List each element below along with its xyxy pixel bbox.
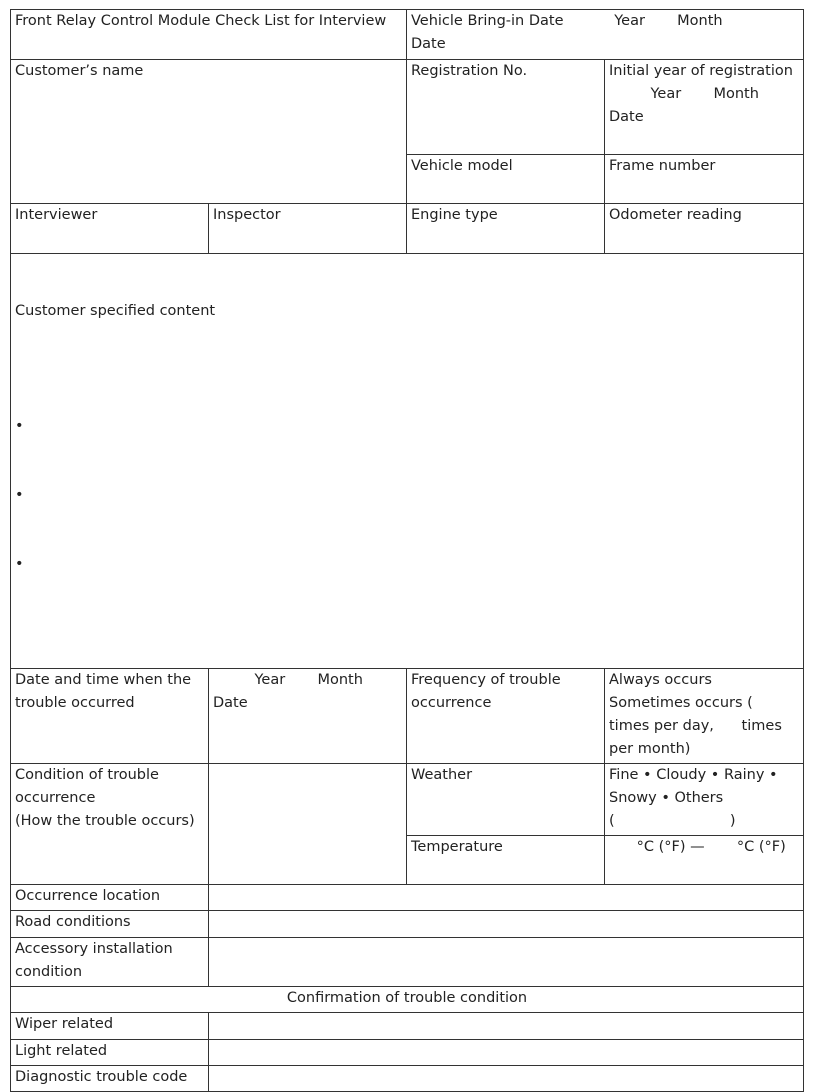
inspector-field[interactable]: Inspector [209, 204, 407, 254]
wiper-related-field[interactable] [209, 1013, 804, 1040]
initial-year-field[interactable]: Initial year of registration Year Month Date [605, 60, 804, 155]
occurrence-location-label: Occurrence location [11, 885, 209, 911]
accessory-installation-field[interactable] [209, 938, 804, 987]
weather-label: Weather [407, 764, 605, 836]
frequency-label: Frequency of trouble occurrence [407, 669, 605, 764]
occurrence-location-field[interactable] [209, 885, 804, 911]
customer-content-cell[interactable] [11, 254, 804, 669]
trouble-datetime-field[interactable]: Year Month Date [209, 669, 407, 764]
trouble-datetime-label: Date and time when the trouble occurred [11, 669, 209, 764]
light-related-label: Light related [11, 1040, 209, 1066]
checklist-title: Front Relay Control Module Check List for Interview [11, 10, 407, 60]
frequency-field[interactable]: Always occurs Sometimes occurs ( times per day, times per month) [605, 669, 804, 764]
condition-field[interactable] [209, 764, 407, 885]
interviewer-field[interactable]: Interviewer [11, 204, 209, 254]
customer-content-bullets [15, 369, 799, 622]
road-conditions-label: Road conditions [11, 911, 209, 938]
light-related-field[interactable] [209, 1040, 804, 1066]
condition-label: Condition of trouble occurrence (How the trouble occurs) [11, 764, 209, 885]
bring-in-date-field[interactable]: Vehicle Bring-in Date Year Month Date [407, 10, 804, 60]
frame-number-field[interactable]: Frame number [605, 155, 804, 204]
engine-type-field[interactable]: Engine type [407, 204, 605, 254]
weather-field[interactable]: Fine • Cloudy • Rainy • Snowy • Others ( ) [605, 764, 804, 836]
bullet-item: • [15, 556, 24, 572]
vehicle-model-field[interactable]: Vehicle model [407, 155, 605, 204]
road-conditions-field[interactable] [209, 911, 804, 938]
odometer-field[interactable]: Odometer reading [605, 204, 804, 254]
diagnostic-code-field[interactable] [209, 1066, 804, 1092]
temperature-field[interactable]: °C (°F) — °C (°F) [605, 836, 804, 885]
wiper-related-label: Wiper related [11, 1013, 209, 1040]
bullet-item: • [15, 418, 24, 434]
bullet-item: • [15, 487, 24, 503]
confirmation-header: Confirmation of trouble condition [11, 987, 804, 1013]
temperature-label: Temperature [407, 836, 605, 885]
registration-no-field[interactable]: Registration No. [407, 60, 605, 155]
customer-name-field[interactable]: Customer’s name [11, 60, 407, 204]
accessory-installation-label: Accessory installation condition [11, 938, 209, 987]
customer-content-label: Customer specified content [15, 303, 216, 319]
diagnostic-code-label: Diagnostic trouble code [11, 1066, 209, 1092]
interview-checklist-table [10, 9, 804, 1092]
